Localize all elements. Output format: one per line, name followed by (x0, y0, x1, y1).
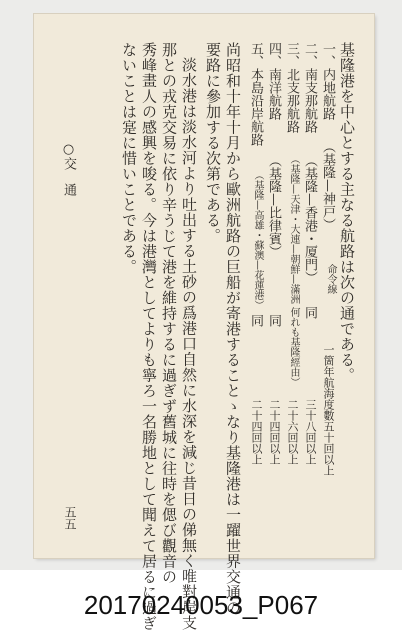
route-line: 二、南支那航路 (302, 42, 317, 133)
route-line: 四、南洋航路 (266, 42, 281, 120)
page-number: 五五 (63, 506, 77, 530)
intro-line: 基隆港を中心とする主なる航路は次の通である。 (338, 42, 356, 383)
paragraph-line: 秀峰畫人の感興を唆る。今は港灣としてよりも寧ろ一名勝地として聞えて居るに過ぎ (140, 42, 158, 631)
ditto-mark: 同 (248, 314, 263, 327)
paragraph-line: 尚昭和十年十月から歐洲航路の巨船が寄港することゝなり基隆港は一躍世界交通の (224, 42, 242, 616)
route-line: 三、北支那航路 (284, 42, 299, 133)
route-ports: （基隆—神戸） (320, 140, 335, 231)
paragraph-line: 要路に參加する次第である。 (204, 42, 222, 244)
route-frequency: 三十八回以上 (304, 399, 317, 465)
paragraph-line: 淡水港は淡水河より吐出する土砂の爲港口自然に水深を減じ昔日の俤無く唯對岸支 (180, 57, 198, 631)
paragraph-line: 那との戎克交易に依り辛うじて港を維持するに過ぎず舊城に往時を偲び觀音の (160, 42, 178, 585)
route-line: 一、内地航路 (320, 42, 335, 120)
route-ports: （基隆—高雄・蘇澳—花蓮港） (252, 170, 263, 310)
route-ports: （基隆—比律賓） (266, 154, 281, 258)
route-ports: （基隆—香港・厦門） (302, 154, 317, 284)
section-mark: ○交 通 (61, 142, 76, 196)
route-ports: （基隆—天津・大連—朝鮮—滿洲 何れも基隆經由） (288, 154, 299, 388)
route-frequency: 一箇年航海度數五十回以上 (322, 344, 335, 476)
route-note: 命令線 (325, 264, 336, 294)
ditto-mark: 同 (302, 306, 317, 319)
route-frequency: 二十四回以上 (250, 399, 263, 465)
route-line: 五、本島沿岸航路 (248, 42, 263, 146)
image-caption: 20170240053_P067 (83, 590, 319, 620)
ditto-mark: 同 (266, 314, 281, 327)
paragraph-line: ないことは寔に惜いことである。 (120, 42, 138, 275)
route-frequency: 二十六回以上 (286, 399, 299, 465)
route-frequency: 二十四回以上 (268, 399, 281, 465)
